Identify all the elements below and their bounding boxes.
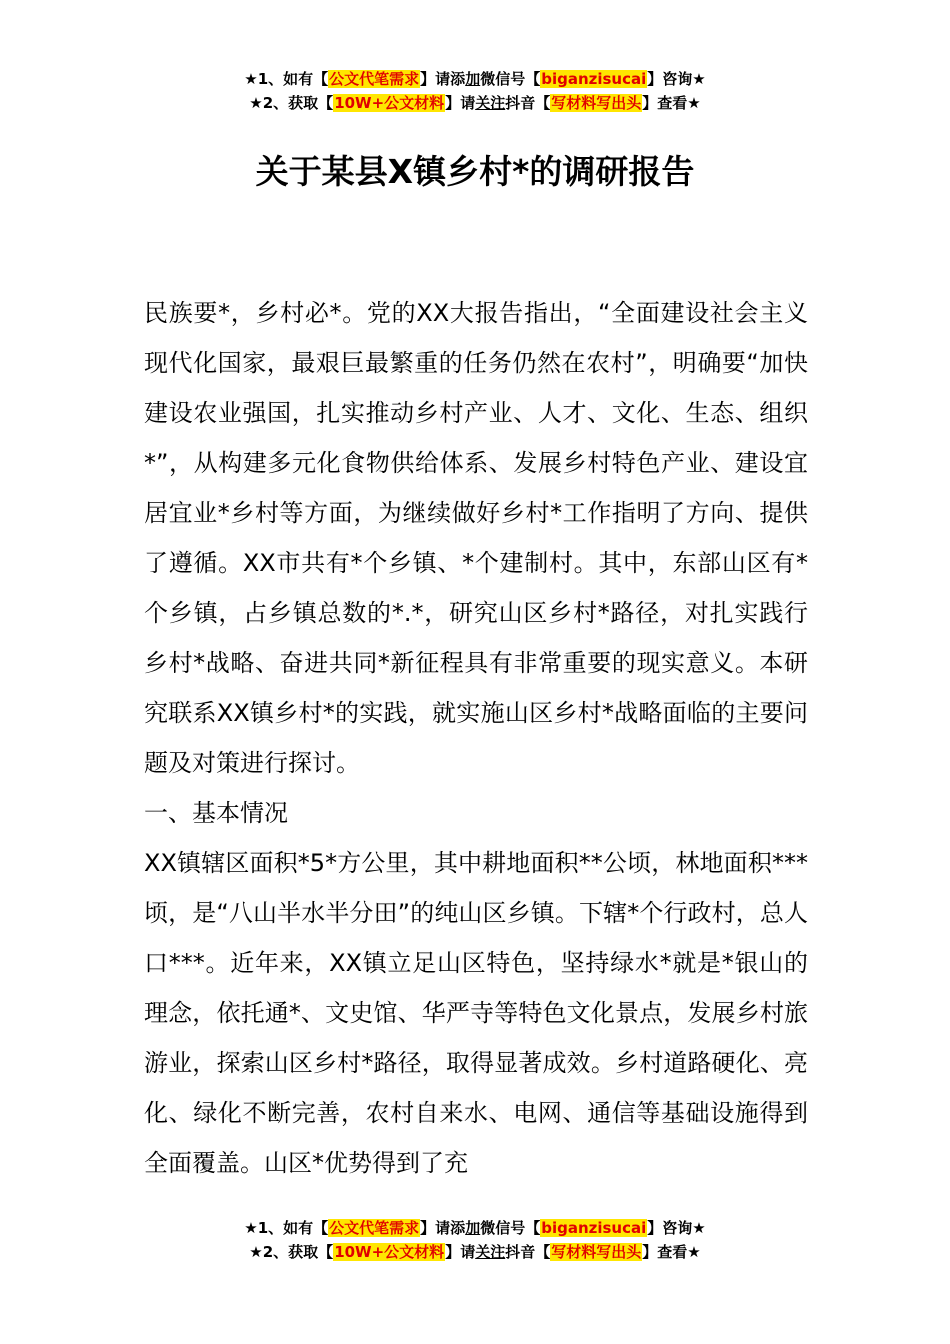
promo-text: 】请添 — [420, 70, 466, 88]
document-body — [144, 288, 808, 1188]
promo-banner-top — [0, 67, 950, 115]
promo-text: ★1、如有【 — [244, 1219, 329, 1237]
promo-line-1 — [0, 1216, 950, 1240]
promo-text: 抖音【 — [505, 1243, 551, 1261]
promo-text: 】咨询★ — [647, 1219, 706, 1237]
promo-highlight: 写材料写出头 — [551, 1243, 642, 1261]
promo-highlight: 公文代笔需求 — [329, 1219, 420, 1237]
promo-highlight: 写材料写出头 — [551, 94, 642, 112]
promo-text: 】请添 — [420, 1219, 466, 1237]
promo-highlight: 10W+公文材料 — [334, 94, 445, 112]
promo-line-1 — [0, 67, 950, 91]
promo-text: 微信号【 — [480, 70, 541, 88]
promo-text: ★1、如有【 — [244, 70, 329, 88]
promo-highlight: 公文代笔需求 — [329, 70, 420, 88]
promo-text: ★2、获取【 — [249, 1243, 334, 1261]
promo-underline: 加 — [465, 70, 481, 88]
promo-text: 】请 — [445, 94, 476, 112]
paragraph-basic-situation: XX镇辖区面积*5*方公里，其中耕地面积**公顷，林地面积***顷，是“八山半水半分田”的纯山区乡镇。下辖*个行政村，总人口***。近年来，XX镇立足山区特色，坚持绿水*就是*银山的理念，依托通*、文史馆、华严寺等特色文化景点，发展乡村旅游业，探索山区乡村*路径，取得显著成效。乡村道路硬化、亮化、绿化不断完善，农村自来水、电网、通信等基础设施得到全面覆盖。山区*优势得到了充 — [144, 849, 808, 1177]
promo-highlight: biganzisucai — [541, 70, 647, 88]
promo-line-2 — [0, 91, 950, 115]
promo-text: 】查看★ — [642, 94, 701, 112]
promo-text: 】咨询★ — [647, 70, 706, 88]
section-heading: 一、基本情况 — [144, 799, 288, 827]
promo-line-2 — [0, 1240, 950, 1264]
promo-underline: 关注 — [475, 94, 506, 112]
promo-text: 】查看★ — [642, 1243, 701, 1261]
promo-text: 微信号【 — [480, 1219, 541, 1237]
promo-highlight: biganzisucai — [541, 1219, 647, 1237]
document-title: 关于某县X镇乡村*的调研报告 — [255, 152, 695, 191]
paragraph-intro: 民族要*，乡村必*。党的XX大报告指出，“全面建设社会主义现代化国家，最艰巨最繁重的任务仍然在农村”，明确要“加快建设农业强国，扎实推动乡村产业、人才、文化、生态、组织*”，从构建多元化食物供给体系、发展乡村特色产业、建设宜居宜业*乡村等方面，为继续做好乡村*工作指明了方向、提供了遵循。XX市共有*个乡镇、*个建制村。其中，东部山区有*个乡镇，占乡镇总数的*.*，研究山区乡村*路径，对扎实践行乡村*战略、奋进共同*新征程具有非常重要的现实意义。本研究联系XX镇乡村*的实践，就实施山区乡村*战略面临的主要问题及对策进行探讨。 — [144, 299, 808, 777]
promo-text: ★2、获取【 — [249, 94, 334, 112]
promo-highlight: 10W+公文材料 — [334, 1243, 445, 1261]
promo-banner-bottom — [0, 1216, 950, 1264]
promo-underline: 关注 — [475, 1243, 506, 1261]
promo-text: 抖音【 — [505, 94, 551, 112]
promo-text: 】请 — [445, 1243, 476, 1261]
promo-underline: 加 — [465, 1219, 481, 1237]
